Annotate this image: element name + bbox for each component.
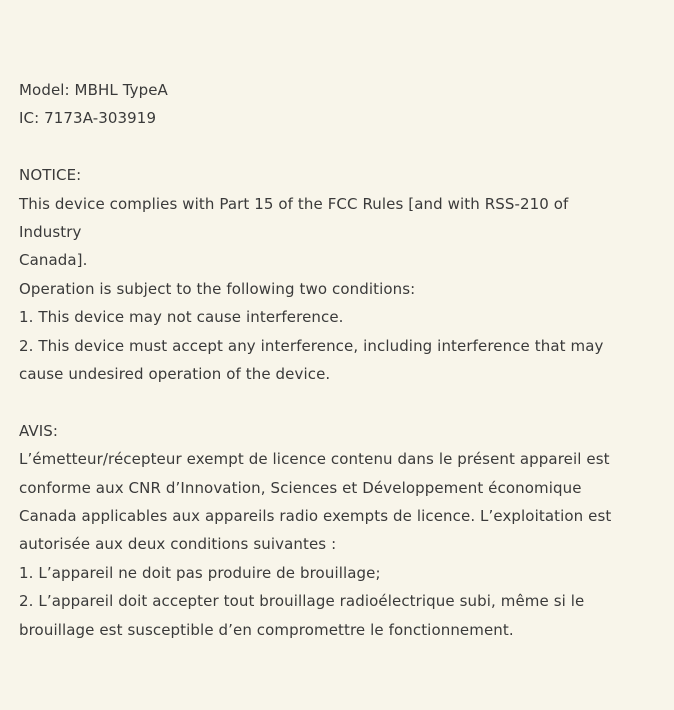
notice-line: This device complies with Part 15 of the FCC Rules [and with RSS-210 of bbox=[19, 194, 569, 213]
spacer bbox=[19, 133, 656, 161]
notice-line: Industry bbox=[19, 223, 82, 242]
avis-line: 1. L’appareil ne doit pas produire de brouillage; bbox=[19, 563, 381, 582]
notice-line: Operation is subject to the following two conditions: bbox=[19, 279, 416, 298]
avis-line: autorisée aux deux conditions suivantes : bbox=[19, 535, 337, 554]
avis-line: 2. L’appareil doit accepter tout brouillage radioélectrique subi, même si le bbox=[19, 592, 585, 611]
notice-heading: NOTICE: bbox=[19, 166, 82, 185]
avis-heading: AVIS: bbox=[19, 421, 59, 440]
model-line: Model: MBHL TypeA bbox=[19, 81, 168, 99]
avis-line: L’émetteur/récepteur exempt de licence contenu dans le présent appareil est bbox=[19, 450, 610, 469]
avis-line: Canada applicables aux appareils radio exempts de licence. L’exploitation est bbox=[19, 507, 612, 526]
notice-line: Canada]. bbox=[19, 251, 88, 270]
spacer bbox=[19, 388, 656, 416]
avis-line: brouillage est susceptible d’en compromettre le fonctionnement. bbox=[19, 620, 514, 639]
notice-line: cause undesired operation of the device. bbox=[19, 365, 331, 384]
avis-line: conforme aux CNR d’Innovation, Sciences et Développement économique bbox=[19, 478, 582, 497]
notice-line: 2. This device must accept any interference, including interference that may bbox=[19, 336, 604, 355]
ic-line: IC: 7173A-303919 bbox=[19, 109, 157, 128]
notice-line: 1. This device may not cause interference. bbox=[19, 308, 344, 327]
